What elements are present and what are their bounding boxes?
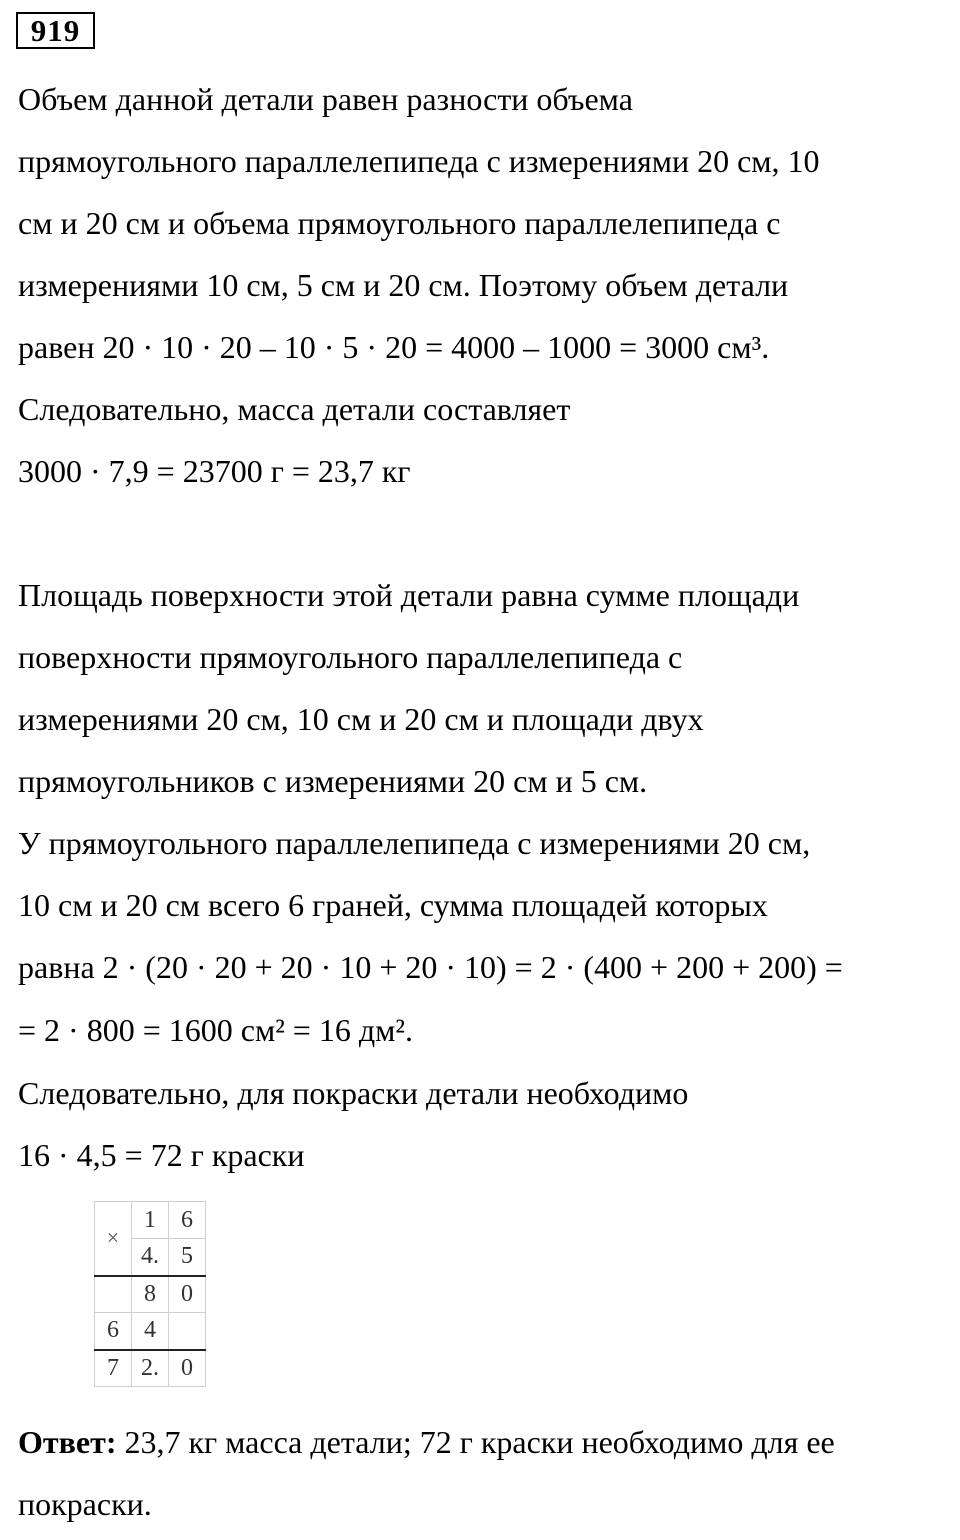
text-line: Объем данной детали равен разности объема (18, 81, 633, 117)
text-line: равна 2 · (20 · 20 + 20 · 10 + 20 · 10) = 2 · (400 + 200 + 200) = (18, 949, 843, 985)
calc-cell: 6 (169, 1202, 206, 1239)
column-multiplication (94, 1201, 206, 1387)
text-line: 16 · 4,5 = 72 г краски (18, 1137, 305, 1173)
text-line: 10 см и 20 см всего 6 граней, сумма площадей которых (18, 887, 768, 923)
calc-cell: 2. (132, 1350, 169, 1387)
calc-cell: 4. (132, 1239, 169, 1276)
text-line: Следовательно, масса детали составляет (18, 391, 571, 427)
calc-cell: 5 (169, 1239, 206, 1276)
text-line: 3000 · 7,9 = 23700 г = 23,7 кг (18, 453, 411, 489)
text-line: равен 20 · 10 · 20 – 10 · 5 · 20 = 4000 – 1000 = 3000 см³. (18, 329, 770, 365)
calc-cell: 0 (169, 1350, 206, 1387)
calc-cell: 4 (132, 1313, 169, 1350)
text-line: измерениями 20 см, 10 см и 20 см и площади двух (18, 701, 704, 737)
text-line: Следовательно, для покраски детали необходимо (18, 1075, 689, 1111)
calc-cell (169, 1313, 206, 1350)
problem-number: 919 (16, 12, 95, 49)
calc-cell (95, 1276, 132, 1313)
answer-label: Ответ: (18, 1424, 117, 1460)
text-line: см и 20 см и объема прямоугольного параллелепипеда с (18, 205, 781, 241)
calc-cell: 0 (169, 1276, 206, 1313)
answer-line (18, 1422, 835, 1462)
calc-cell: 7 (95, 1350, 132, 1387)
multiply-sign: × (95, 1202, 132, 1276)
calc-cell: 8 (132, 1276, 169, 1313)
text-line: прямоугольников с измерениями 20 см и 5 см. (18, 763, 648, 799)
text-line: прямоугольного параллелепипеда с измерениями 20 см, 10 (18, 143, 820, 179)
text-line: = 2 · 800 = 1600 см² = 16 дм². (18, 1012, 413, 1048)
answer-text: 23,7 кг масса детали; 72 г краски необходимо для ее (116, 1424, 835, 1460)
text-line: У прямоугольного параллелепипеда с измерениями 20 см, (18, 825, 811, 861)
calc-cell: 6 (95, 1313, 132, 1350)
calc-cell: 1 (132, 1202, 169, 1239)
answer-line-continued: покраски. (18, 1486, 152, 1522)
text-line: измерениями 10 см, 5 см и 20 см. Поэтому объем детали (18, 267, 789, 303)
text-line: поверхности прямоугольного параллелепипеда с (18, 639, 683, 675)
text-line: Площадь поверхности этой детали равна сумме площади (18, 577, 800, 613)
